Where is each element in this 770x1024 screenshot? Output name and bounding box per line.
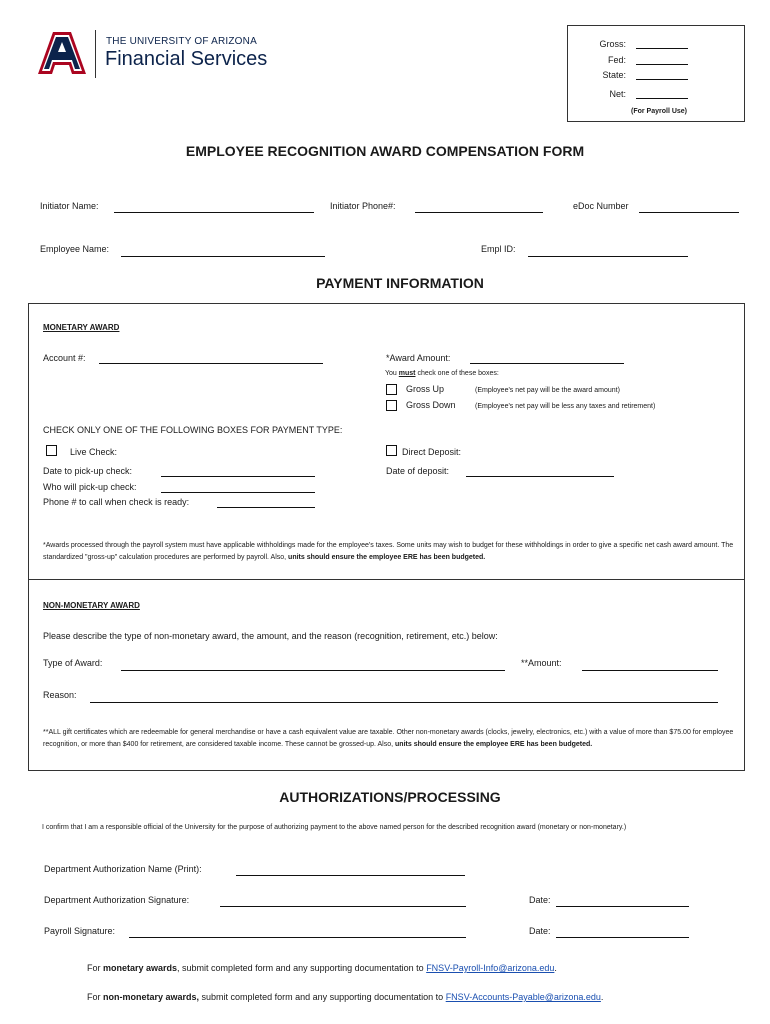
who-pickup-field[interactable] (161, 492, 315, 493)
monetary-submit-prefix: For (87, 963, 104, 973)
monetary-footnote (43, 540, 735, 564)
initiator-phone-field[interactable] (415, 212, 543, 213)
monetary-submit-bold: monetary awards (103, 963, 178, 973)
dept-signature-label: Department Authorization Signature: (44, 895, 190, 905)
employee-name-field[interactable] (121, 256, 325, 257)
gross-down-checkbox[interactable] (386, 400, 397, 411)
gross-down-label: Gross Down (406, 400, 456, 410)
nonmonetary-describe: Please describe the type of non-monetary award, the amount, and the reason (recognition, retirement, etc.) below: (43, 631, 498, 641)
nonmonetary-submit-period: . (600, 992, 604, 1002)
must-prefix: You (385, 370, 399, 377)
nonmonetary-submit-instruction (87, 992, 603, 1002)
date-deposit-label: Date of deposit: (386, 466, 450, 476)
nonmonetary-amount-label: **Amount: (521, 658, 562, 668)
must-emphasis: must (398, 370, 416, 377)
university-name: THE UNIVERSITY OF ARIZONA (106, 36, 257, 47)
payroll-use-box (567, 25, 745, 122)
initiator-name-field[interactable] (114, 212, 314, 213)
nonmonetary-submit-mid: submit completed form and any supporting documentation to (199, 992, 446, 1002)
payroll-signature-field[interactable] (129, 937, 466, 938)
date-pickup-label: Date to pick-up check: (43, 466, 133, 476)
reason-label: Reason: (43, 690, 77, 700)
gross-line[interactable] (636, 48, 688, 49)
date-deposit-field[interactable] (466, 476, 614, 477)
empl-id-label: Empl ID: (481, 244, 516, 254)
monetary-footnote-text: *Awards processed through the payroll system must have applicable withholdings made for the employee's taxes. Some units may wish to budget for these withholdings in order to give a specific net cash award amount. The standardized "gross-up" calculation procedures are performed by payroll. Also, (43, 542, 734, 561)
type-of-award-label: Type of Award: (43, 658, 103, 668)
must-check-instruction (385, 370, 499, 377)
ua-block-a-icon (36, 30, 88, 78)
initiator-phone-label: Initiator Phone#: (330, 201, 396, 211)
direct-deposit-checkbox[interactable] (386, 445, 397, 456)
state-label: State: (602, 70, 626, 80)
gross-up-note: (Employee's net pay will be the award amount) (475, 387, 620, 394)
payment-info-title: PAYMENT INFORMATION (316, 275, 484, 291)
state-line[interactable] (636, 79, 688, 80)
gross-up-checkbox[interactable] (386, 384, 397, 395)
net-line[interactable] (636, 98, 688, 99)
nonmonetary-footnote-bold: units should ensure the employee ERE has been budgeted. (395, 741, 593, 748)
department-name: Financial Services (105, 48, 268, 70)
net-label: Net: (609, 89, 626, 99)
fed-line[interactable] (636, 64, 688, 65)
payroll-date-field[interactable] (556, 937, 689, 938)
dept-date-label: Date: (529, 895, 551, 905)
form-title: EMPLOYEE RECOGNITION AWARD COMPENSATION FORM (185, 143, 585, 159)
who-pickup-label: Who will pick-up check: (43, 482, 137, 492)
phone-ready-label: Phone # to call when check is ready: (43, 497, 190, 507)
gross-down-note: (Employee's net pay will be less any taxes and retirement) (475, 403, 656, 410)
monetary-submit-mid: , submit completed form and any supporting documentation to (177, 963, 427, 973)
live-check-label: Live Check: (70, 447, 118, 457)
initiator-name-label: Initiator Name: (40, 201, 99, 211)
must-suffix: check one of these boxes: (415, 370, 499, 377)
auth-confirm-text: I confirm that I am a responsible official of the University for the purpose of authorizing payment to the above named person for the described recognition award (monetary or non-monetary.) (42, 824, 627, 831)
monetary-footnote-bold: units should ensure the employee ERE has been budgeted. (288, 554, 486, 561)
dept-date-field[interactable] (556, 906, 689, 907)
account-label: Account #: (43, 353, 86, 363)
monetary-award-heading: MONETARY AWARD (43, 323, 120, 332)
nonmonetary-submit-bold: non-monetary awards, (103, 992, 200, 1002)
gross-label: Gross: (599, 39, 626, 49)
dept-signature-field[interactable] (220, 906, 466, 907)
edoc-number-field[interactable] (639, 212, 739, 213)
live-check-checkbox[interactable] (46, 445, 57, 456)
nonmonetary-amount-field[interactable] (582, 670, 718, 671)
fed-label: Fed: (607, 55, 626, 65)
empl-id-field[interactable] (528, 256, 688, 257)
payroll-signature-label: Payroll Signature: (44, 926, 116, 936)
monetary-submit-instruction (87, 963, 557, 973)
payroll-date-label: Date: (529, 926, 551, 936)
reason-field[interactable] (90, 702, 718, 703)
direct-deposit-label: Direct Deposit: (402, 447, 462, 457)
payroll-use-note: (For Payroll Use) (631, 108, 688, 115)
dept-name-field[interactable] (236, 875, 465, 876)
award-amount-label: *Award Amount: (386, 353, 451, 363)
accounts-payable-email-link[interactable]: FNSV-Accounts-Payable@arizona.edu (445, 992, 601, 1002)
phone-ready-field[interactable] (217, 507, 315, 508)
ua-logo (36, 30, 88, 78)
payroll-email-link[interactable]: FNSV-Payroll-Info@arizona.edu (426, 963, 555, 973)
nonmonetary-footnote-text: **ALL gift certificates which are redeemable for general merchandise or have a cash equivalent value are taxable. Other non-monetary awards (clocks, jewelry, electronics, etc.) with a value of more than $75.00 for employee recognition, or more than $400 for retirement, are considered taxable income. These cannot be grossed-up. Also, (43, 729, 734, 748)
nonmonetary-award-section (28, 579, 745, 771)
date-pickup-field[interactable] (161, 476, 315, 477)
nonmonetary-submit-prefix: For (87, 992, 104, 1002)
type-of-award-field[interactable] (121, 670, 505, 671)
logo-divider (95, 30, 96, 78)
payment-type-instruction: CHECK ONLY ONE OF THE FOLLOWING BOXES FOR PAYMENT TYPE: (43, 425, 343, 435)
monetary-award-section (28, 303, 745, 580)
award-amount-field[interactable] (470, 363, 624, 364)
account-field[interactable] (99, 363, 323, 364)
monetary-submit-period: . (554, 963, 557, 973)
authorizations-title: AUTHORIZATIONS/PROCESSING (279, 789, 501, 805)
employee-name-label: Employee Name: (40, 244, 110, 254)
nonmonetary-footnote (43, 727, 735, 751)
nonmonetary-award-heading: NON-MONETARY AWARD (43, 601, 140, 610)
edoc-number-label: eDoc Number (573, 201, 629, 211)
gross-up-label: Gross Up (406, 384, 445, 394)
dept-name-label: Department Authorization Name (Print): (44, 864, 202, 874)
